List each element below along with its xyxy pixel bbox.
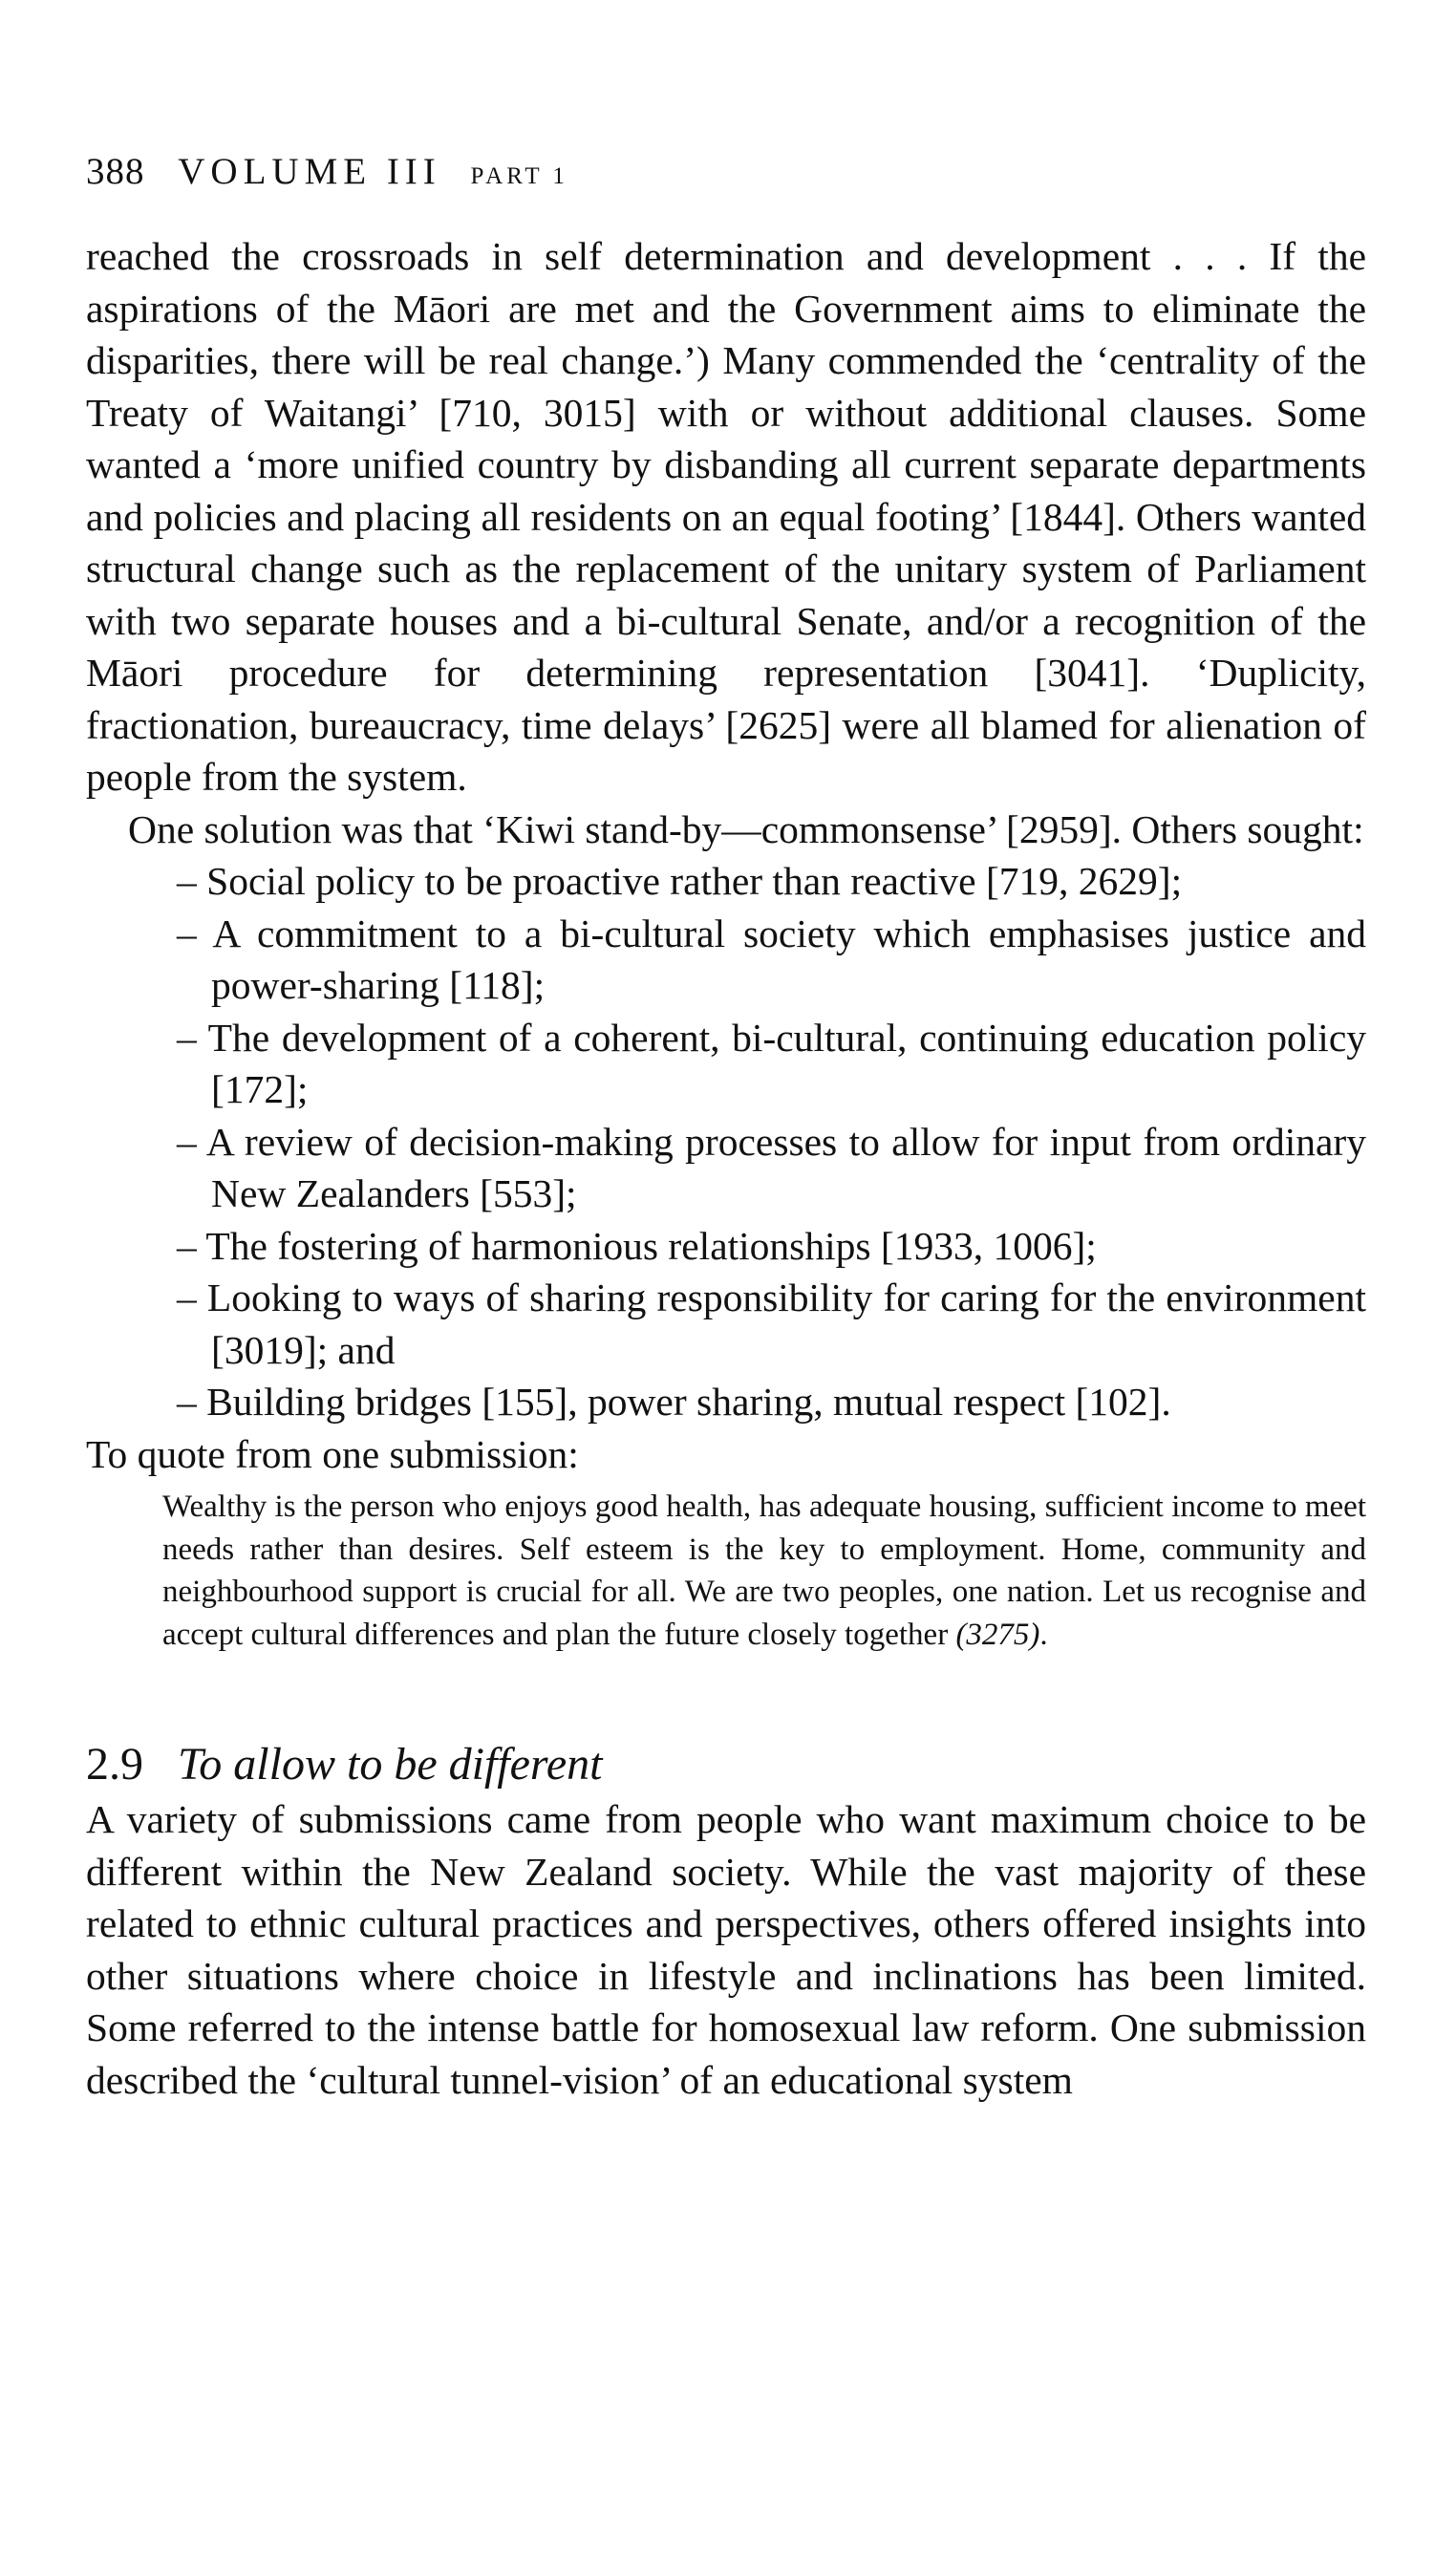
section-number: 2.9 [86, 1739, 143, 1790]
list-item: – Looking to ways of sharing responsibility for caring for the environment [3019]; and [177, 1276, 1366, 1372]
paragraph-continuation: reached the crossroads in self determination and development . . . If the aspirations of the Māori are met and the Government aims to eliminate the disparities, there will be real change.’) Many commended the ‘centrality of the Treaty of Waitangi’ [710, 3015] with or without additional clauses. Some wanted a ‘more unified country by disbanding all current separate departments and policies and placing all residents on an equal footing’ [1844]. Others wanted structural change such as the replacement of the unitary system of Parliament with two separate houses and a bi-cultural Senate, and/or a recognition of the Māori procedure for determining representation [3041]. ‘Duplicity, fractionation, bureaucracy, time delays’ [2625] were all blamed for alienation of people from the system. [86, 234, 1366, 799]
section-title: To allow to be different [178, 1739, 603, 1790]
volume-label: VOLUME III [178, 151, 441, 192]
paragraph-solution: One solution was that ‘Kiwi stand-by—commonsense’ [2959]. Others sought: [128, 806, 1364, 851]
section-heading [86, 1738, 1366, 1791]
list-item: – The development of a coherent, bi-cultural, continuing education policy [172]; [177, 1015, 1366, 1111]
quote-end: . [1039, 1617, 1048, 1652]
quote-text: Wealthy is the person who enjoys good health, has adequate housing, sufficient income to meet needs rather than desires. Self esteem is the key to employment. Home, community and neighbourhood support is crucial for all. We are two peoples, one nation. Let us recognise and accept cultural differences and plan the future closely together [162, 1490, 1366, 1652]
list-item: – A review of decision-making processes to allow for input from ordinary New Zealanders [553]; [177, 1119, 1366, 1215]
list-item: – The fostering of harmonious relationships [1933, 1006]; [177, 1223, 1097, 1268]
quote-reference: (3275) [955, 1617, 1040, 1652]
list-item: – Social policy to be proactive rather than reactive [719, 2629]; [177, 859, 1183, 903]
running-head [86, 153, 1366, 190]
list-item: – A commitment to a bi-cultural society which emphasises justice and power-sharing [118]; [177, 911, 1366, 1007]
block-quote [162, 1486, 1366, 1656]
quote-intro: To quote from one submission: [86, 1431, 579, 1476]
page-number: 388 [86, 151, 145, 192]
section-paragraph: A variety of submissions came from people who want maximum choice to be different within the New Zealand society. While the vast majority of these related to ethnic cultural practices and perspectives, others offered insights into other situations where choice in lifestyle and inclinations has been limited. Some referred to the intense battle for homosexual law reform. One submission described the ‘cultural tunnel-vision’ of an educational system [86, 1797, 1366, 2102]
list-item: – Building bridges [155], power sharing, mutual respect [102]. [177, 1380, 1171, 1424]
document-page [86, 153, 1366, 2106]
part-label: PART 1 [470, 163, 568, 189]
sought-list [86, 855, 1366, 1428]
